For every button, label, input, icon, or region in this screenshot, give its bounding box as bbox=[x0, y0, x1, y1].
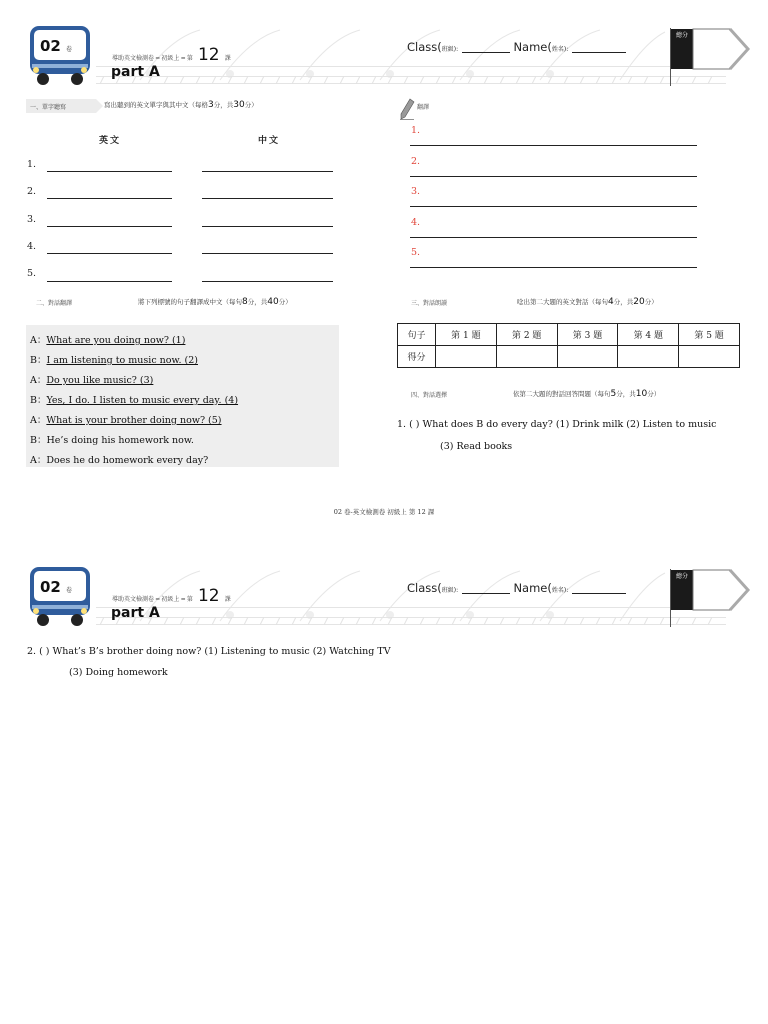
bus-icon bbox=[28, 565, 92, 627]
question-1-line2: (3) Read books bbox=[440, 441, 513, 452]
translation-blank[interactable] bbox=[410, 267, 697, 268]
dialogue-line: A：What are you doing now? (1) bbox=[30, 335, 186, 346]
vocab-chinese-blank[interactable] bbox=[202, 253, 333, 254]
lesson-number: 12 bbox=[197, 45, 220, 65]
volume-suffix: 卷 bbox=[65, 46, 72, 53]
section4-instruction: 依第二大題的對話回答問題（每句5分，共10分） bbox=[513, 389, 661, 399]
translation-blank[interactable] bbox=[410, 176, 697, 177]
section1-arrow bbox=[96, 99, 103, 113]
section2-tag: 二、對話翻譯 bbox=[36, 300, 73, 307]
question-2-line1: 2. ( ) What’s B’s brother doing now? (1) Listening to music (2) Watching TV bbox=[27, 646, 391, 657]
dialogue-line: A：Do you like music? (3) bbox=[30, 375, 154, 386]
total-score-label: 總分 bbox=[671, 570, 693, 610]
dialogue-line: A：What is your brother doing now? (5) bbox=[30, 415, 222, 426]
translation-number: 4. bbox=[411, 217, 421, 228]
column-chinese: 中文 bbox=[258, 136, 281, 146]
volume-badge bbox=[40, 577, 72, 596]
table-header-cell: 第 2 題 bbox=[496, 324, 557, 346]
page-footer: 02 卷-英文檢測卷 初級上 第 12 課 bbox=[333, 508, 435, 516]
vocab-english-blank[interactable] bbox=[47, 226, 172, 227]
score-cell[interactable] bbox=[496, 346, 557, 368]
name-close: ): bbox=[563, 46, 569, 53]
class-name-fields bbox=[407, 40, 626, 54]
score-flag-icon bbox=[692, 569, 752, 611]
score-flag-icon bbox=[692, 28, 752, 70]
table-header-cell: 第 1 題 bbox=[436, 324, 497, 346]
table-header-cell: 第 3 題 bbox=[557, 324, 618, 346]
part-label: part A bbox=[111, 64, 160, 80]
name-sublabel: 姓名 bbox=[551, 587, 564, 594]
vocab-row-number: 4. bbox=[27, 241, 37, 252]
class-sublabel: 班級 bbox=[441, 46, 454, 53]
vocab-chinese-blank[interactable] bbox=[202, 281, 333, 282]
dialogue-line: B：Yes, I do. I listen to music every day. (4) bbox=[30, 395, 239, 406]
column-english: 英文 bbox=[99, 136, 122, 146]
name-field[interactable] bbox=[572, 52, 626, 53]
section3-instruction: 唸出第二大題的英文對話（每句4分，共20分） bbox=[517, 297, 658, 307]
vocab-row-number: 5. bbox=[27, 268, 37, 279]
vocab-row-number: 3. bbox=[27, 214, 37, 225]
class-field[interactable] bbox=[462, 52, 510, 53]
class-label: Class( bbox=[407, 40, 442, 54]
translation-number: 1. bbox=[411, 125, 421, 136]
pencil-icon bbox=[399, 98, 415, 120]
score-cell[interactable] bbox=[557, 346, 618, 368]
table-header-cell: 第 4 題 bbox=[618, 324, 679, 346]
question-1-line1: 1. ( ) What does B do every day? (1) Drink milk (2) Listen to music bbox=[397, 419, 717, 430]
table-row bbox=[398, 324, 740, 346]
class-field[interactable] bbox=[462, 593, 510, 594]
translation-number: 3. bbox=[411, 186, 421, 197]
sheet-label: 導助英文檢測卷 ━ 初級上 ━ 第 bbox=[112, 55, 193, 62]
rail-pattern bbox=[96, 617, 726, 625]
vocab-chinese-blank[interactable] bbox=[202, 198, 333, 199]
translation-number: 2. bbox=[411, 156, 421, 167]
bus-icon bbox=[28, 24, 92, 86]
table-header-cell: 第 5 題 bbox=[679, 324, 740, 346]
score-cell[interactable] bbox=[436, 346, 497, 368]
table-row-label: 得分 bbox=[398, 346, 436, 368]
vocab-chinese-blank[interactable] bbox=[202, 226, 333, 227]
lesson-suffix: 課 bbox=[224, 55, 231, 62]
dialogue-line: B：I am listening to music now. (2) bbox=[30, 355, 198, 366]
section4-tag: 四、對話選擇 bbox=[411, 392, 448, 399]
name-label: Name( bbox=[513, 40, 552, 54]
sheet-title bbox=[112, 45, 231, 65]
section3-tag: 三、對話朗讀 bbox=[411, 300, 448, 307]
class-sublabel: 班級 bbox=[441, 587, 454, 594]
vocab-row-number: 1. bbox=[27, 159, 37, 170]
volume-number: 02 bbox=[40, 37, 61, 55]
sheet-title bbox=[112, 586, 231, 606]
reading-score-table bbox=[397, 323, 740, 368]
vocab-english-blank[interactable] bbox=[47, 198, 172, 199]
score-cell[interactable] bbox=[679, 346, 740, 368]
question-2-line2: (3) Doing homework bbox=[69, 667, 168, 678]
table-row bbox=[398, 346, 740, 368]
section2-instruction: 將下列標號的句子翻譯成中文（每句8分，共40分） bbox=[138, 297, 292, 307]
sheet-label: 導助英文檢測卷 ━ 初級上 ━ 第 bbox=[112, 596, 193, 603]
name-close: ): bbox=[563, 587, 569, 594]
volume-badge bbox=[40, 36, 72, 55]
rail-pattern bbox=[96, 76, 726, 84]
name-label: Name( bbox=[513, 581, 552, 595]
total-score-label: 總分 bbox=[671, 29, 693, 69]
translation-blank[interactable] bbox=[410, 206, 697, 207]
section1-instruction: 寫出聽到的英文單字與其中文（每格3分，共30分） bbox=[104, 100, 258, 110]
translation-blank[interactable] bbox=[410, 237, 697, 238]
vocab-chinese-blank[interactable] bbox=[202, 171, 333, 172]
volume-suffix: 卷 bbox=[65, 587, 72, 594]
lesson-number: 12 bbox=[197, 586, 220, 606]
vocab-row-number: 2. bbox=[27, 186, 37, 197]
class-label: Class( bbox=[407, 581, 442, 595]
class-name-fields bbox=[407, 581, 626, 595]
vocab-english-blank[interactable] bbox=[47, 253, 172, 254]
part-label: part A bbox=[111, 605, 160, 621]
dialogue-line: A：Does he do homework every day? bbox=[30, 455, 209, 466]
translation-number: 5. bbox=[411, 247, 421, 258]
class-close: ): bbox=[453, 46, 459, 53]
translation-blank[interactable] bbox=[410, 145, 697, 146]
vocab-english-blank[interactable] bbox=[47, 281, 172, 282]
vocab-english-blank[interactable] bbox=[47, 171, 172, 172]
volume-number: 02 bbox=[40, 578, 61, 596]
translation-tag: 翻譯 bbox=[417, 104, 430, 111]
dialogue-line: B：He’s doing his homework now. bbox=[30, 435, 194, 446]
class-close: ): bbox=[453, 587, 459, 594]
score-cell[interactable] bbox=[618, 346, 679, 368]
section1-tag: 一、單字聽寫 bbox=[30, 104, 67, 111]
name-field[interactable] bbox=[572, 593, 626, 594]
lesson-suffix: 課 bbox=[224, 596, 231, 603]
table-header-cell: 句子 bbox=[398, 324, 436, 346]
name-sublabel: 姓名 bbox=[551, 46, 564, 53]
